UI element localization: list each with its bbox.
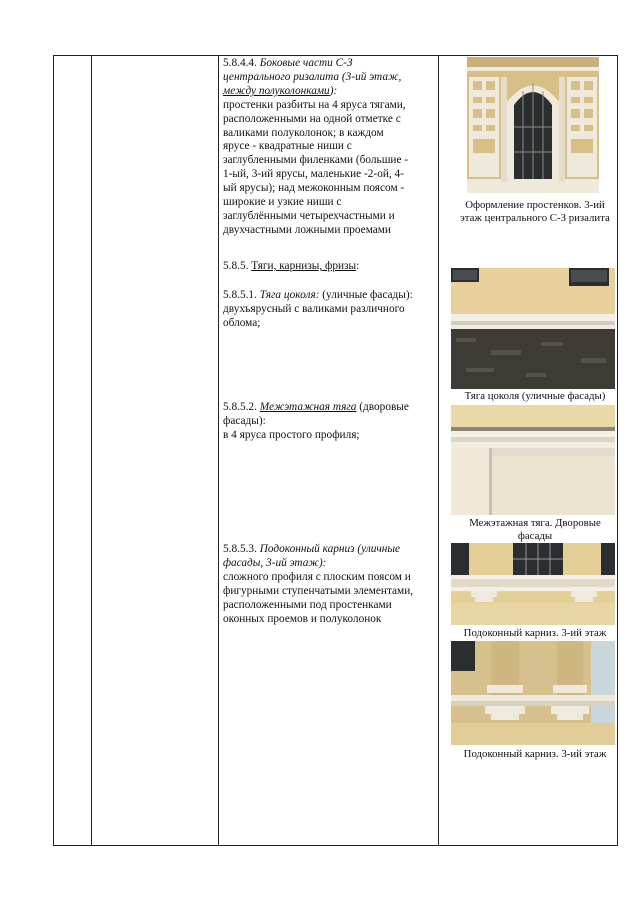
sill-cornice-photo: [451, 543, 615, 625]
section-5-8-5: 5.8.5. Тяги, карнизы, фризы:: [223, 260, 360, 272]
section-5-8-5-1: 5.8.5.1. Тяга цоколя: (уличные фасады): двухъярусный с валиками различного облома;: [223, 289, 413, 329]
column-divider: [438, 56, 439, 845]
photo-caption: Тяга цоколя (уличные фасады): [464, 390, 606, 402]
section-5-8-5-2: 5.8.5.2. Межэтажная тяга (дворовые фасады): в 4 яруса простого профиля;: [223, 401, 409, 441]
section-5-8-5-3: 5.8.5.3. Подоконный карниз (уличные фасады, 3-ий этаж): сложного профиля с плоским поясом и фигурными ступенчатыми элементами, расположенными под простенками оконных проемов и полуколонок: [223, 543, 414, 625]
photo-caption: Межэтажная тяга. Дворовые фасады: [469, 517, 601, 542]
photo-caption: Подоконный карниз. 3-ий этаж: [463, 627, 607, 639]
facade-pier-photo: [467, 57, 599, 193]
photo-caption: Подоконный карниз. 3-ий этаж: [463, 748, 607, 760]
column-divider: [218, 56, 219, 845]
photo-caption: Оформление простенков. 3-ий этаж центрального С-З ризалита: [460, 199, 610, 224]
section-5-8-4-4: 5.8.4.4. Боковые части С-З центрального ризалита (3-ий этаж, между полуколонками): простенки разбиты на 4 яруса тягами, расположенными на одной отметке с валиками полуколонок; в каждом ярусе - квадратные ниши с заглубленными филенками (большие - 1-ый, 3-ий ярусы, маленькие -2-ой, 4- ый ярусы); над межоконным поясом - широкие и узкие ниши с заглублёнными четырехчастными и двухчастными ложными проемами: [223, 57, 409, 236]
plinth-band-photo: [451, 268, 615, 389]
interfloor-band-photo: [451, 405, 615, 515]
column-divider: [91, 56, 92, 845]
sill-cornice-column-photo: [451, 641, 615, 745]
